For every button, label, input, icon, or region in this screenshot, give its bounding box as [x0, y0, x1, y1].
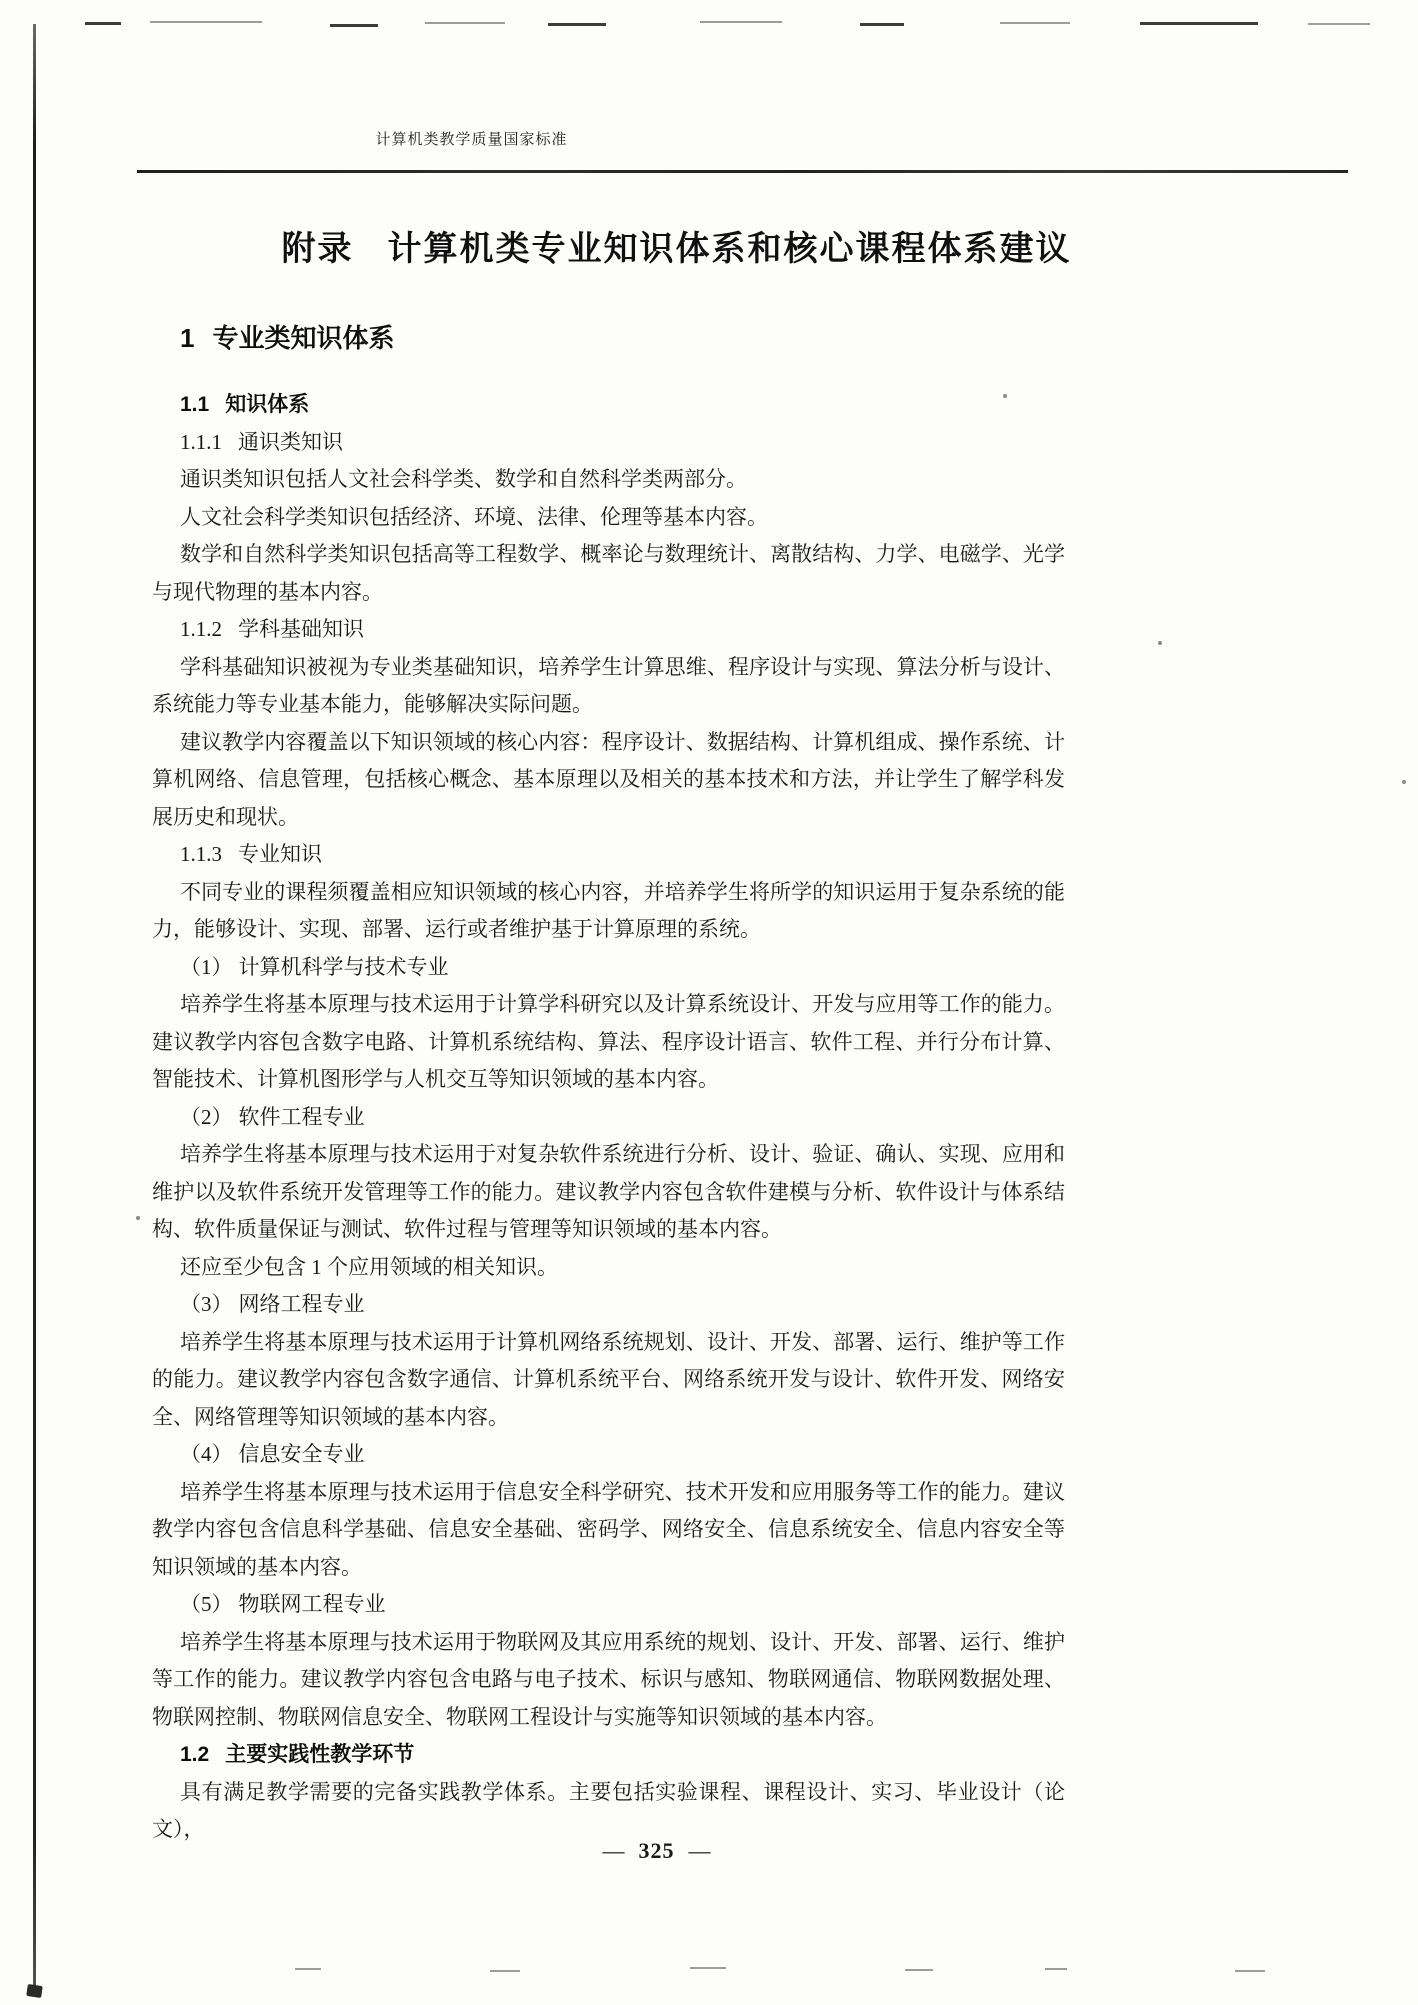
section-number: 1.1	[180, 393, 210, 416]
footer-dash-right: —	[688, 1838, 711, 1863]
major-title: 计算机科学与技术专业	[238, 954, 449, 979]
major-label: （5）	[180, 1592, 233, 1616]
paragraph-major-3: 培养学生将基本原理与技术运用于计算机网络系统规划、设计、开发、部署、运行、维护等工作的能力。建议教学内容包含数字通信、计算机系统平台、网络系统开发与设计、软件开发、网络安全、网络管理等知识领域的基本内容。	[152, 1329, 1065, 1429]
section-heading-1-1-3	[152, 836, 1065, 874]
scan-artifact-dash	[905, 1969, 933, 1971]
scan-artifact-speck	[1402, 780, 1406, 784]
major-heading-1	[152, 949, 1065, 987]
paragraph-major-2-extra: 还应至少包含 1 个应用领域的相关知识。	[180, 1254, 558, 1279]
scan-artifact-dash	[1308, 23, 1370, 25]
paragraph-tongshi-overview: 通识类知识包括人文社会科学类、数学和自然科学类两部分。	[180, 467, 747, 491]
section-title: 通识类知识	[238, 429, 343, 454]
paragraph-tongshi-shuxue: 数学和自然科学类知识包括高等工程数学、概率论与数理统计、离散结构、力学、电磁学、光学与现代物理的基本内容。	[152, 542, 1065, 604]
document-title-text: 计算机类专业知识体系和核心课程体系建议	[387, 230, 1072, 268]
major-label: （4）	[180, 1442, 233, 1466]
scan-artifact-corner-blob	[26, 1984, 43, 1998]
scan-artifact-dash	[490, 1970, 520, 1972]
section-heading-1-1-2	[152, 611, 1065, 649]
chapter-number: 1	[180, 323, 195, 353]
major-heading-2	[152, 1099, 1065, 1137]
paragraph-xueke-content: 建议教学内容覆盖以下知识领域的核心内容：程序设计、数据结构、计算机组成、操作系统、计算机网络、信息管理，包括核心概念、基本原理以及相关的基本技术和方法，并让学生了解学科发展历史和现状。	[152, 729, 1065, 829]
major-label: （1）	[180, 954, 233, 979]
scan-artifact-left-edge	[33, 24, 36, 1996]
content-column	[152, 320, 1065, 1849]
scan-artifact-dash	[425, 22, 505, 24]
section-heading-1-1	[152, 386, 1065, 424]
section-number: 1.2	[180, 1743, 210, 1766]
major-label: （3）	[180, 1292, 233, 1316]
scan-artifact-dash	[1140, 22, 1258, 25]
scan-artifact-dash	[700, 21, 782, 23]
section-number: 1.1.3	[180, 842, 222, 866]
scan-artifact-dash	[295, 1968, 321, 1970]
scan-artifact-dash	[85, 22, 121, 25]
scan-artifact-speck	[136, 1216, 140, 1220]
section-number: 1.1.2	[180, 617, 222, 641]
section-title: 专业知识	[238, 842, 322, 866]
paragraph-major-1: 培养学生将基本原理与技术运用于计算学科研究以及计算系统设计、开发与应用等工作的能力。建议教学内容包含数字电路、计算机系统结构、算法、程序设计语言、软件工程、并行分布计算、智能技术、计算机图形学与人机交互等知识领域的基本内容。	[152, 992, 1065, 1091]
section-title: 学科基础知识	[238, 617, 364, 641]
page-number: 325	[638, 1838, 675, 1863]
section-heading-1-2	[152, 1736, 1065, 1774]
chapter-heading	[152, 320, 1065, 356]
paragraph-xueke-intro: 学科基础知识被视为专业类基础知识，培养学生计算思维、程序设计与实现、算法分析与设计、系统能力等专业基本能力，能够解决实际问题。	[152, 654, 1065, 716]
scan-artifact-dash	[1045, 1968, 1067, 1970]
document-title-label: 附录	[281, 230, 354, 268]
scan-artifact-dash	[1000, 22, 1070, 24]
paragraph-tongshi-renwen: 人文社会科学类知识包括经济、环境、法律、伦理等基本内容。	[180, 504, 768, 529]
major-label: （2）	[180, 1104, 233, 1129]
major-title: 软件工程专业	[238, 1104, 365, 1129]
paragraph-major-4: 培养学生将基本原理与技术运用于信息安全科学研究、技术开发和应用服务等工作的能力。建议教学内容包含信息科学基础、信息安全基础、密码学、网络安全、信息系统安全、信息内容安全等知识领域的基本内容。	[152, 1479, 1065, 1579]
section-title: 主要实践性教学环节	[225, 1743, 415, 1766]
major-title: 物联网工程专业	[238, 1592, 386, 1616]
major-heading-4	[152, 1436, 1065, 1474]
scan-artifact-dash	[150, 21, 262, 23]
chapter-title: 专业类知识体系	[212, 323, 395, 353]
scan-artifact-dash	[330, 24, 378, 27]
document-title	[220, 229, 1133, 269]
footer-dash-left: —	[602, 1838, 625, 1863]
header-rule	[137, 170, 1348, 173]
section-number: 1.1.1	[180, 429, 222, 454]
major-heading-3	[152, 1286, 1065, 1324]
major-title: 信息安全专业	[238, 1442, 365, 1466]
page-footer	[200, 1838, 1113, 1864]
scan-artifact-dash	[548, 23, 606, 26]
scan-artifact-dash	[1235, 1970, 1265, 1972]
scan-artifact-speck	[1158, 641, 1162, 645]
paragraph-zhuanye-intro: 不同专业的课程须覆盖相应知识领域的核心内容，并培养学生将所学的知识运用于复杂系统的能力，能够设计、实现、部署、运行或者维护基于计算原理的系统。	[152, 879, 1065, 941]
paragraph-major-5: 培养学生将基本原理与技术运用于物联网及其应用系统的规划、设计、开发、部署、运行、维护等工作的能力。建议教学内容包含电路与电子技术、标识与感知、物联网通信、物联网数据处理、物联网控制、物联网信息安全、物联网工程设计与实施等知识领域的基本内容。	[152, 1629, 1065, 1729]
section-heading-1-1-1	[152, 424, 1065, 462]
running-header: 计算机类教学质量国家标准	[375, 132, 568, 148]
major-heading-5	[152, 1586, 1065, 1624]
paragraph-shijian-intro: 具有满足教学需要的完备实践教学体系。主要包括实验课程、课程设计、实习、毕业设计（论文），	[152, 1779, 1065, 1841]
scan-artifact-dash	[860, 23, 904, 26]
scan-artifact-dash	[690, 1967, 726, 1969]
section-title: 知识体系	[225, 393, 310, 416]
major-title: 网络工程专业	[238, 1292, 365, 1316]
paragraph-major-2: 培养学生将基本原理与技术运用于对复杂软件系统进行分析、设计、验证、确认、实现、应用和维护以及软件系统开发管理等工作的能力。建议教学内容包含软件建模与分析、软件设计与体系结构、软件质量保证与测试、软件过程与管理等知识领域的基本内容。	[152, 1142, 1065, 1241]
